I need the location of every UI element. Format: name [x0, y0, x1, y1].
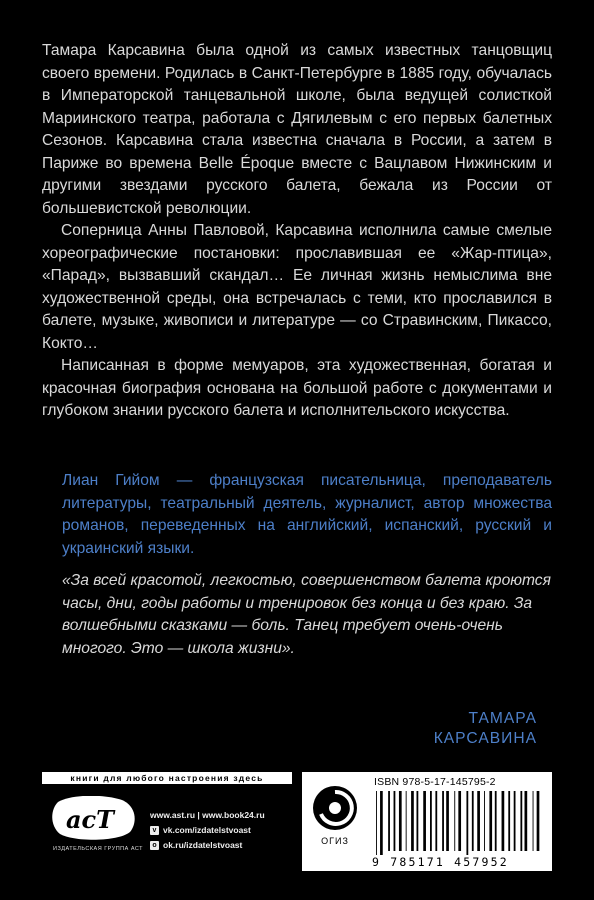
barcode-bar [489, 791, 492, 851]
ok-link-text: ok.ru/izdatelstvoast [163, 840, 243, 850]
barcode-bar [435, 791, 437, 851]
barcode-bar [525, 791, 528, 851]
description-paragraph: Написанная в форме мемуаров, эта художественная, богатая и красочная биография основана на большой работе с документами и глубоком знании русского балета и исполнительского искусства. [42, 357, 552, 419]
ok-link[interactable] [150, 838, 265, 853]
signature-first-name: ТАМАРА [468, 710, 537, 727]
description-paragraph: Соперница Анны Павловой, Карсавина исполнила самые смелые хореографические постановки: прославившая ее «Жар-птица», «Парад», вызвавший скандал… Ее личная жизнь немыслима вне художественной среды, она встречалась с теми, кто прославился в балете, музыке, живописи и литературе — со Стравинским, Пикассо, Кокто… [42, 222, 552, 352]
barcode-bar [472, 791, 474, 851]
barcode-bar [454, 791, 455, 851]
vk-link-text: vk.com/izdatelstvoast [163, 825, 251, 835]
barcode-bar [380, 791, 383, 855]
barcode [374, 791, 546, 855]
barcode-bar [446, 791, 449, 851]
barcode-bar [466, 791, 468, 855]
barcode-bar [514, 791, 516, 851]
publisher-tagline: книги для любого настроения здесь [42, 772, 292, 784]
barcode-bar [458, 791, 461, 851]
barcode-bar [442, 791, 444, 851]
barcode-bar [430, 791, 432, 851]
barcode-bar [484, 791, 485, 851]
quote: «За всей красотой, легкостью, совершенством балета кроются часы, дни, годы работы и тренировок без конца и без краю. За волшебными сказками — боль. Танец требует очень-очень многого. Это — школа жизни». [62, 572, 551, 657]
barcode-bar [520, 791, 522, 851]
barcode-bar [399, 791, 402, 851]
svg-text:acT: acT [66, 805, 115, 834]
barcode-bar [376, 791, 377, 855]
barcode-bar [477, 791, 480, 851]
barcode-bar [388, 791, 390, 851]
description-paragraph: Тамара Карсавина была одной из самых известных танцовщиц своего времени. Родилась в Санкт-Петербурге в 1885 году, обучалась в Императорской танцевальной школе, была ведущей солисткой Мариинского театра, работала с Дягилевым с его первых балетных Сезонов. Карсавина стала известна сначала в России, а затем в Париже во времена Belle Époque вместе с Вацлавом Нижинским и другими звездами русского балета, бежала из России от большевистской революции. [42, 42, 552, 217]
imprint-name: ОГИЗ [321, 836, 349, 846]
barcode-bar [423, 791, 426, 851]
barcode-bar [502, 791, 505, 851]
barcode-bar [406, 791, 407, 851]
barcode-bar [495, 791, 497, 851]
signature [434, 709, 537, 749]
barcode-bar [537, 791, 540, 851]
barcode-bar [411, 791, 414, 851]
publisher-caption: ИЗДАТЕЛЬСКАЯ ГРУППА АСТ [52, 846, 144, 852]
author-bio: Лиан Гийом — французская писательница, преподаватель литературы, театральный деятель, журналист, автор множества романов, переведенных на английский, испанский, русский и украинский языки. [62, 472, 552, 557]
isbn-block [302, 772, 552, 871]
barcode-bar [533, 791, 534, 851]
ok-icon: o [150, 841, 159, 850]
barcode-bar [417, 791, 419, 851]
barcode-number: 9 785171 457952 [372, 855, 509, 869]
isbn-label: ISBN 978-5-17-145795-2 [374, 776, 496, 788]
publisher-links [150, 808, 265, 853]
barcode-bar [508, 791, 510, 851]
vk-icon: v [150, 826, 159, 835]
signature-last-name: КАРСАВИНА [433, 730, 537, 747]
website-links[interactable]: www.ast.ru | www.book24.ru [150, 810, 265, 820]
ast-logo-icon [52, 796, 140, 840]
barcode-bar [394, 791, 396, 851]
ogiz-logo-icon [312, 785, 358, 831]
vk-link[interactable] [150, 823, 265, 838]
book-description [42, 40, 552, 423]
